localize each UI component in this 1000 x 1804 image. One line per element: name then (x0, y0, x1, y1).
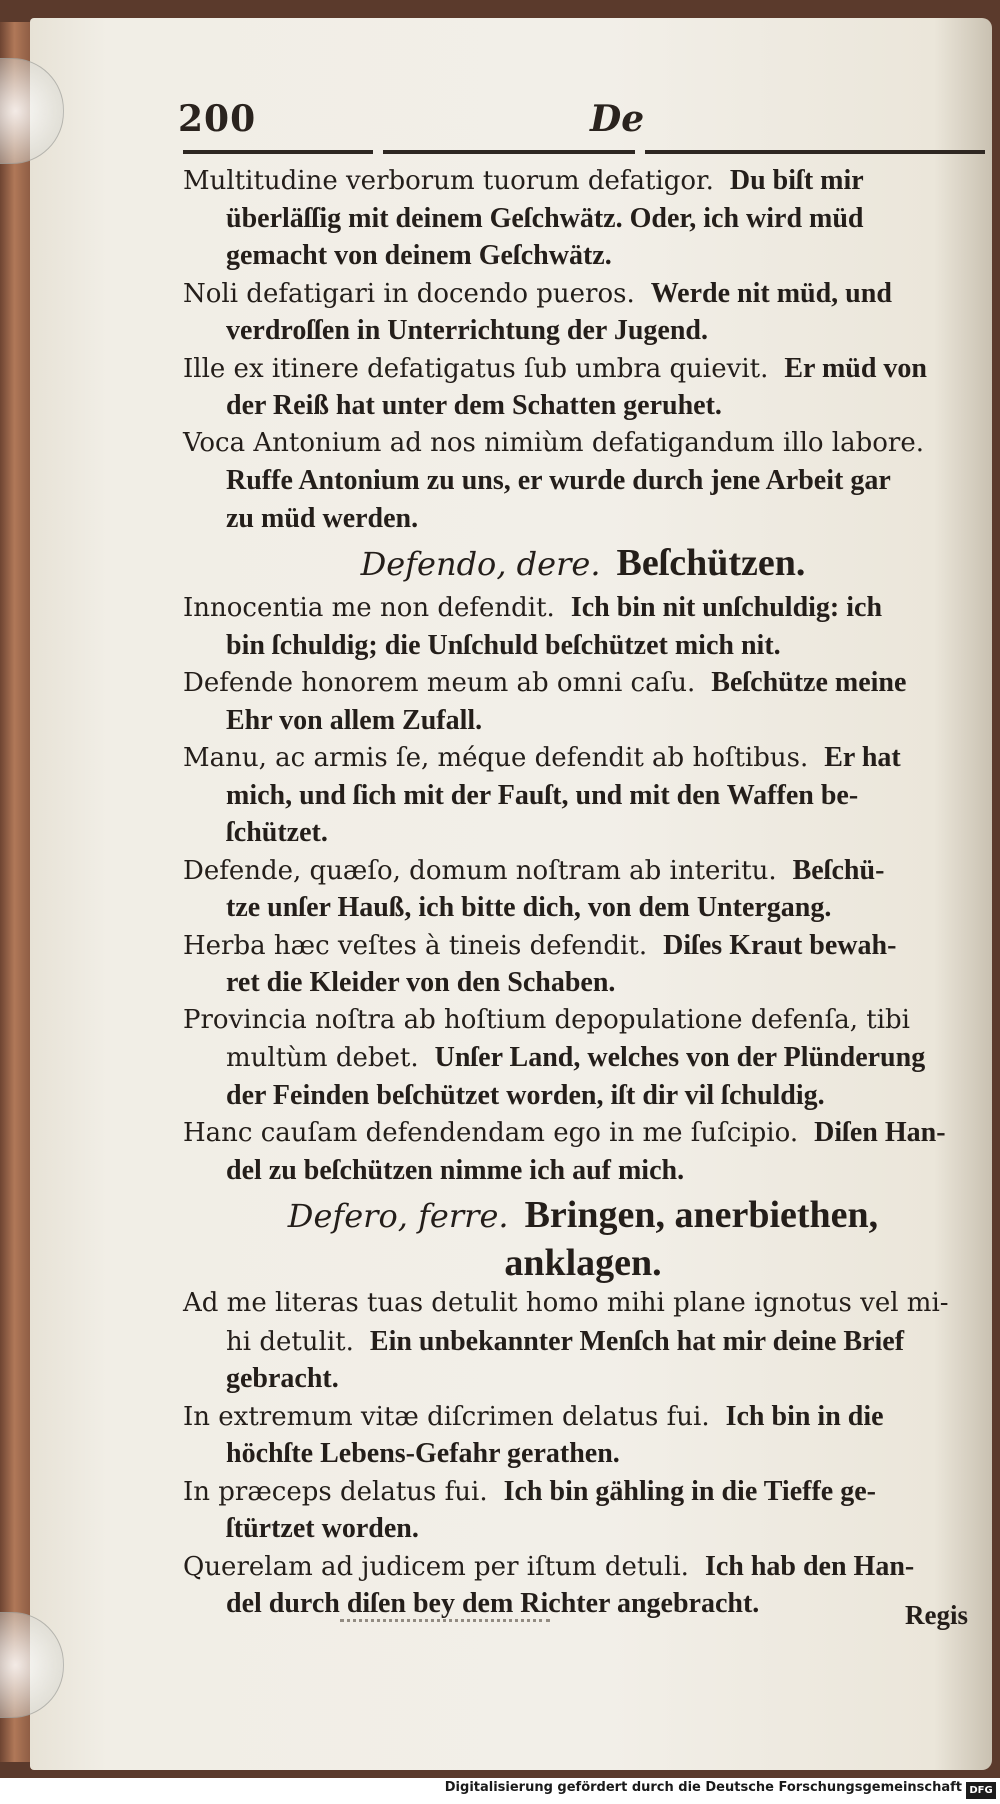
header-rule (645, 150, 985, 154)
footer-bar (0, 1778, 1000, 1804)
text-line: Noli defatigari in docendo pueros. Werde nit müd, und (183, 277, 892, 309)
text-line: Voca Antonium ad nos nimiùm defatigandum illo labore. (183, 427, 924, 458)
text-line: tze unſer Hauß, ich bitte dich, von dem Untergang. (226, 892, 832, 923)
catchword: Regis (905, 1600, 968, 1630)
running-head: De (590, 98, 645, 140)
text-line: In extremum vitæ diſcrimen delatus fui. Ich bin in die (183, 1400, 884, 1432)
dfg-logo-icon: DFG (966, 1782, 996, 1799)
dictionary-text (183, 162, 983, 1623)
text-line: der Reiß hat unter dem Schatten geruhet. (226, 390, 722, 421)
text-line: Manu, ac armis ſe, méque defendit ab hoſtibus. Er hat (183, 742, 901, 773)
text-line: ſchützet. (226, 817, 328, 848)
text-line: mich, und ſich mit der Fauſt, und mit den Waffen be- (226, 779, 859, 811)
text-line: multùm debet. Unſer Land, welches von der Plünderung (226, 1042, 926, 1073)
entry-heading: Defero, ferre. Bringen, anerbiethen, (287, 1194, 879, 1236)
text-line: überläſſig mit deinem Geſchwätz. Oder, ich wird müd (226, 202, 864, 234)
text-line: ret die Kleider von den Schaben. (226, 967, 616, 998)
text-line: Provincia noſtra ab hoſtium depopulatione defenſa, tibi (183, 1004, 910, 1035)
text-line: Ille ex itinere defatigatus ſub umbra quievit. Er müd von (183, 352, 927, 384)
text-line: der Feinden beſchützet worden, iſt dir vil ſchuldig. (226, 1079, 825, 1111)
text-line: Multitudine verborum tuorum defatigor. Du biſt mir (183, 165, 864, 196)
text-line: In præceps delatus fui. Ich bin gähling in die Tieffe ge- (183, 1475, 876, 1507)
header-rule (383, 150, 635, 154)
book-spine (0, 22, 32, 1762)
entry-heading-continued: anklagen. (504, 1242, 662, 1284)
text-line: Ehr von allem Zufall. (226, 704, 483, 736)
text-line: Querelam ad judicem per iſtum detuli. Ich hab den Han- (183, 1550, 915, 1582)
text-line: hi detulit. Ein unbekannter Menſch hat mir deine Brief (226, 1325, 905, 1357)
text-line: höchſte Lebens-Gefahr gerathen. (226, 1438, 620, 1469)
text-line: del durch diſen bey dem Richter angebracht. (226, 1588, 760, 1619)
text-line: Defende honorem meum ab omni caſu. Beſchütze meine (183, 667, 907, 698)
text-line: Ad me literas tuas detulit homo mihi plane ignotus vel mi- (183, 1288, 949, 1318)
text-line: Ruffe Antonium zu uns, er wurde durch jene Arbeit gar (226, 465, 891, 496)
header-rule (183, 150, 373, 154)
text-line: Herba hæc veſtes à tineis defendit. Diſes Kraut bewah- (183, 929, 897, 961)
text-line: Hanc cauſam defendendam ego in me ſuſcipio. Diſen Han- (183, 1117, 946, 1148)
text-line: bin ſchuldig; die Unſchuld beſchützet mich nit. (226, 629, 781, 661)
page-number: 200 (178, 98, 257, 140)
ink-smudge (340, 1619, 550, 1628)
text-line: Defende, quæſo, domum noſtram ab interitu. Beſchü- (183, 854, 885, 886)
footer-credit: Digitalisierung gefördert durch die Deutsche Forschungsgemeinschaft (444, 1780, 962, 1795)
text-line: ſtürtzet worden. (226, 1513, 419, 1544)
entry-heading: Defendo, dere. Beſchützen. (360, 542, 806, 584)
text-line: gemacht von deinem Geſchwätz. (226, 240, 612, 271)
text-line: Innocentia me non defendit. Ich bin nit unſchuldig: ich (183, 592, 883, 623)
text-line: gebracht. (226, 1363, 339, 1394)
text-line: verdroſſen in Unterrichtung der Jugend. (226, 315, 708, 346)
text-line: zu müd werden. (226, 502, 419, 534)
text-line: del zu beſchützen nimme ich auf mich. (226, 1154, 685, 1186)
